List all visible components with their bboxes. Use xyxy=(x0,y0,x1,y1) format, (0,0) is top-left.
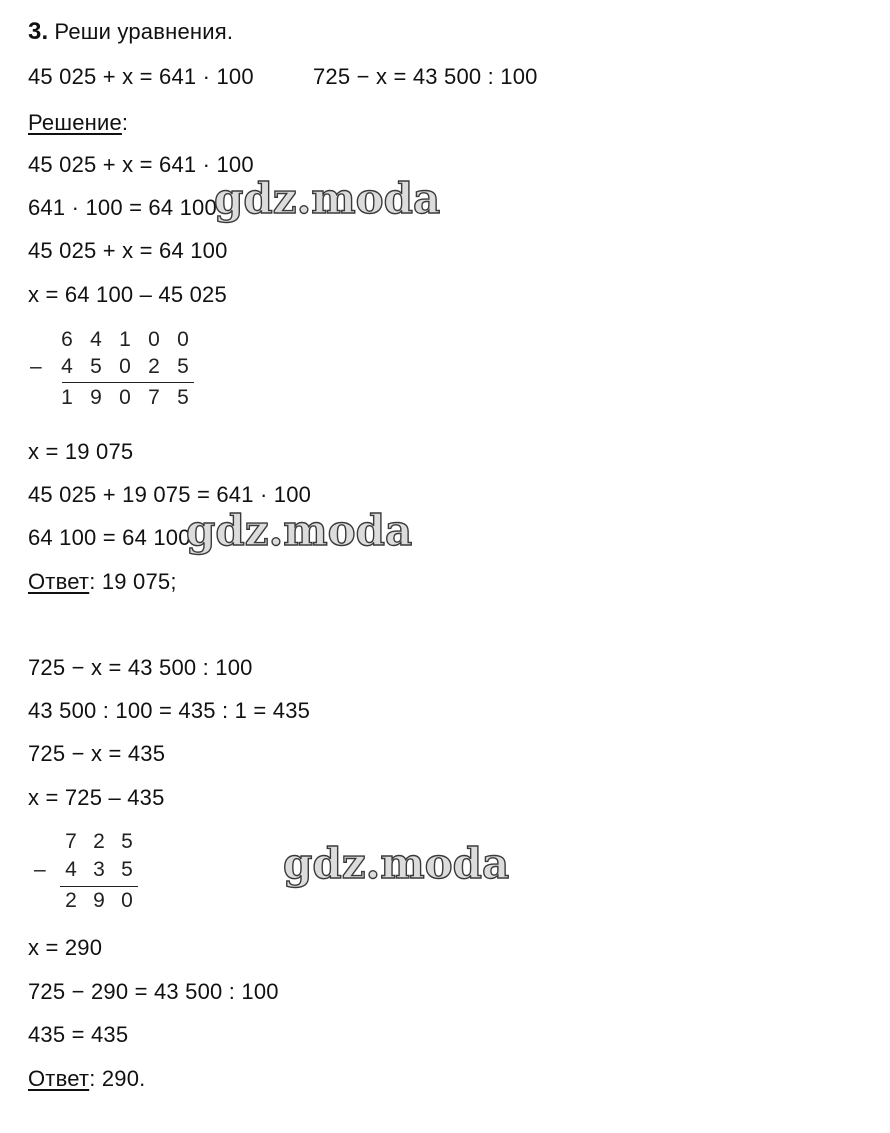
part1-check-1: 45 025 + 19 075 = 641 · 100 xyxy=(28,482,312,507)
watermark: gdz.moda xyxy=(186,506,413,555)
digit: 5 xyxy=(177,355,189,378)
part2-check-2: 435 = 435 xyxy=(28,1022,129,1047)
digit: 0 xyxy=(119,386,131,409)
part2-line-1: 725 − x = 43 500 : 100 xyxy=(28,655,253,680)
part1-line-3: 45 025 + x = 64 100 xyxy=(28,238,228,263)
part1-line-4: x = 64 100 – 45 025 xyxy=(28,282,227,307)
answer-value: : 290. xyxy=(89,1066,146,1091)
task-number: 3. xyxy=(28,18,49,45)
part1-answer xyxy=(28,569,177,595)
column-rule xyxy=(60,886,138,887)
digit: 5 xyxy=(121,830,133,853)
task-header xyxy=(28,19,233,45)
part1-check-2: 64 100 = 64 100 xyxy=(28,525,191,550)
task-title: Реши уравнения. xyxy=(54,19,234,44)
part1-result: x = 19 075 xyxy=(28,439,134,464)
equation-1: 45 025 + x = 641 · 100 xyxy=(28,64,254,89)
solution-label: Решение xyxy=(28,110,122,135)
part2-line-2: 43 500 : 100 = 435 : 1 = 435 xyxy=(28,698,311,723)
answer-label: Ответ xyxy=(28,569,90,594)
part2-result: x = 290 xyxy=(28,935,103,960)
digit: 4 xyxy=(61,355,73,378)
part2-line-3: 725 − x = 435 xyxy=(28,741,166,766)
part2-answer xyxy=(28,1066,145,1092)
column-subtraction-2 xyxy=(28,830,148,914)
digit: 3 xyxy=(93,858,105,881)
part2-line-4: x = 725 – 435 xyxy=(28,785,165,810)
digit: 1 xyxy=(119,328,131,351)
part2-check-1: 725 − 290 = 43 500 : 100 xyxy=(28,979,279,1004)
digit: 9 xyxy=(90,386,102,409)
digit: 0 xyxy=(177,328,189,351)
minus-sign: – xyxy=(30,355,42,378)
digit: 4 xyxy=(65,858,77,881)
answer-label: Ответ xyxy=(28,1066,90,1091)
digit: 9 xyxy=(93,889,105,912)
solution-heading xyxy=(28,110,128,136)
watermark: gdz.moda xyxy=(283,839,510,888)
equation-2: 725 − x = 43 500 : 100 xyxy=(313,64,538,89)
digit: 5 xyxy=(90,355,102,378)
part1-line-1: 45 025 + x = 641 · 100 xyxy=(28,152,254,177)
column-subtraction-1 xyxy=(28,328,198,412)
digit: 5 xyxy=(121,858,133,881)
solution-colon: : xyxy=(121,110,129,135)
digit: 7 xyxy=(65,830,77,853)
digit: 6 xyxy=(61,328,73,351)
digit: 0 xyxy=(148,328,160,351)
digit: 7 xyxy=(148,386,160,409)
minus-sign: – xyxy=(34,858,46,881)
digit: 0 xyxy=(119,355,131,378)
digit: 2 xyxy=(148,355,160,378)
column-rule xyxy=(62,382,194,383)
digit: 1 xyxy=(61,386,73,409)
digit: 5 xyxy=(177,386,189,409)
digit: 2 xyxy=(65,889,77,912)
part1-line-2: 641 · 100 = 64 100 xyxy=(28,195,217,220)
digit: 0 xyxy=(121,889,133,912)
watermark: gdz.moda xyxy=(214,174,441,223)
answer-value: : 19 075; xyxy=(89,569,177,594)
digit: 2 xyxy=(93,830,105,853)
digit: 4 xyxy=(90,328,102,351)
